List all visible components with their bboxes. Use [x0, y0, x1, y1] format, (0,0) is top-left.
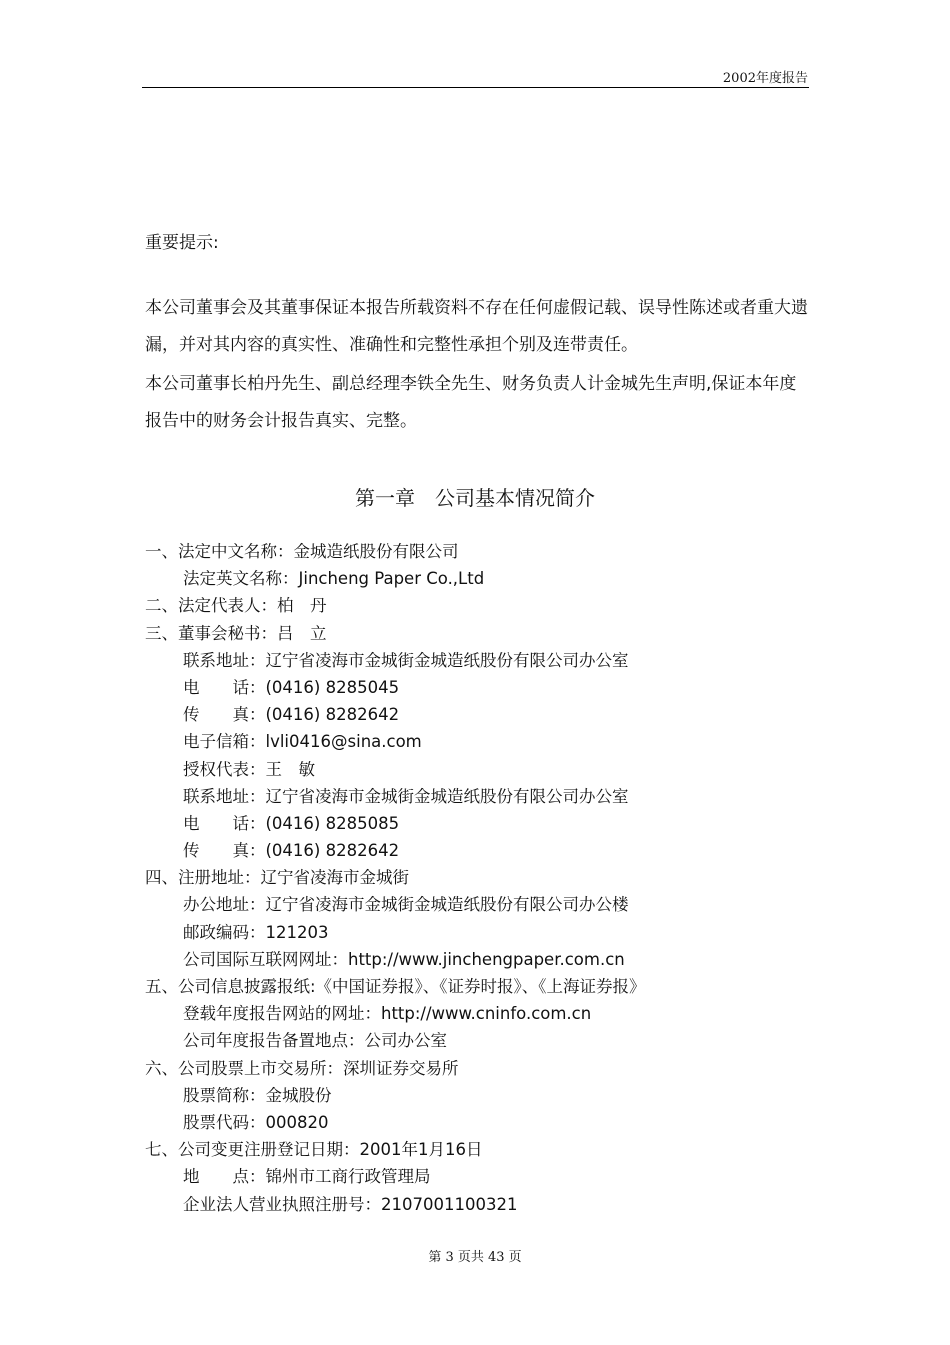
info-text: 电 话：(0416) 8285085	[183, 813, 400, 833]
section-number: 一、	[145, 542, 178, 561]
info-row	[145, 565, 825, 592]
section-number: 五、	[145, 977, 178, 996]
info-row	[145, 946, 825, 973]
info-row	[145, 1082, 825, 1109]
chapter-title: 第一章 公司基本情况简介	[355, 486, 595, 510]
info-row	[145, 756, 825, 783]
section-number: 三、	[145, 623, 178, 643]
info-text: 法定英文名称：Jincheng Paper Co.,Ltd	[183, 569, 485, 589]
info-text: 授权代表：王 敏	[183, 759, 315, 779]
info-row	[145, 728, 825, 755]
info-row	[145, 674, 825, 701]
notice-paragraph-2: 本公司董事长柏丹先生、副总经理李铁全先生、财务负责人计金城先生声明,保证本年度报告中的财务会计报告真实、完整。	[145, 374, 797, 431]
info-text: 办公地址：辽宁省凌海市金城街金城造纸股份有限公司办公楼	[183, 895, 629, 915]
info-row	[145, 891, 825, 918]
info-row	[145, 810, 825, 837]
section-number: 七、	[145, 1140, 178, 1160]
info-row	[145, 837, 825, 864]
header-rule	[142, 87, 809, 88]
info-row	[145, 1055, 825, 1082]
section-number: 六、	[145, 1058, 178, 1078]
info-text: 公司国际互联网网址：http://www.jinchengpaper.com.cn	[183, 949, 625, 969]
report-header-title: 2002年度报告	[722, 71, 808, 86]
info-text: 股票简称：金城股份	[183, 1085, 332, 1105]
info-row	[145, 1163, 825, 1190]
info-text: 股票代码：000820	[183, 1112, 329, 1132]
info-text: 注册地址：辽宁省凌海市金城街	[178, 868, 409, 888]
info-text: 法定代表人：柏 丹	[178, 596, 327, 616]
info-row	[145, 538, 825, 565]
notice-title: 重要提示:	[145, 233, 219, 253]
info-text: 董事会秘书：吕 立	[178, 623, 327, 643]
info-row	[145, 1136, 825, 1163]
info-row	[145, 1109, 825, 1136]
info-row	[145, 620, 825, 647]
info-text: 公司年度报告备置地点：公司办公室	[183, 1031, 447, 1051]
info-row	[145, 592, 825, 619]
page-footer: 第 3 页共 43 页	[428, 1250, 522, 1265]
info-text: 地 点：锦州市工商行政管理局	[183, 1167, 431, 1187]
info-text: 联系地址：辽宁省凌海市金城街金城造纸股份有限公司办公室	[183, 650, 629, 670]
info-text: 邮政编码：121203	[183, 922, 329, 942]
notice-paragraph-1: 本公司董事会及其董事保证本报告所载资料不存在任何虚假记载、误导性陈述或者重大遗漏，并对其内容的真实性、准确性和完整性承担个别及连带责任。	[145, 298, 808, 355]
info-row	[145, 864, 825, 891]
info-text: 法定中文名称：金城造纸股份有限公司	[178, 542, 459, 561]
info-row	[145, 1191, 825, 1218]
info-text: 联系地址：辽宁省凌海市金城街金城造纸股份有限公司办公室	[183, 786, 629, 806]
info-text: 登载年度报告网站的网址：http://www.cninfo.com.cn	[183, 1004, 592, 1024]
info-row	[145, 973, 825, 1000]
info-text: 电 话：(0416) 8285045	[183, 677, 400, 697]
info-row	[145, 783, 825, 810]
info-text: 传 真：(0416) 8282642	[183, 841, 400, 861]
info-row	[145, 701, 825, 728]
info-text: 电子信箱：lvli0416@sina.com	[183, 732, 422, 752]
company-info-list	[145, 538, 825, 1218]
info-row	[145, 1027, 825, 1054]
info-text: 公司变更注册登记日期：2001年1月16日	[178, 1140, 483, 1160]
info-row	[145, 647, 825, 674]
info-text: 传 真：(0416) 8282642	[183, 705, 400, 725]
info-row	[145, 1000, 825, 1027]
info-text: 公司信息披露报纸:《中国证券报》、《证券时报》、《上海证券报》	[178, 977, 646, 996]
section-number: 四、	[145, 868, 178, 888]
info-text: 企业法人营业执照注册号：2107001100321	[183, 1194, 518, 1214]
info-text: 公司股票上市交易所：深圳证券交易所	[178, 1058, 459, 1078]
info-row	[145, 919, 825, 946]
section-number: 二、	[145, 596, 178, 616]
